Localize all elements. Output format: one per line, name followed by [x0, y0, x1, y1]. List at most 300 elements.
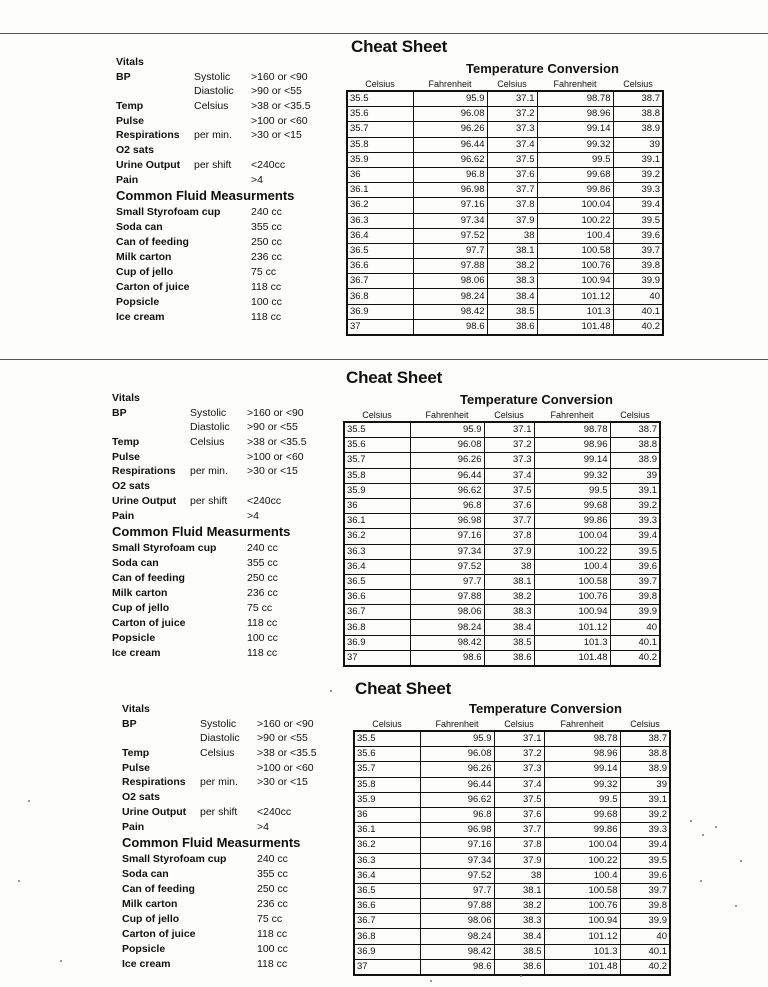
fluid-row: [116, 250, 336, 265]
table-cell: 39.2: [620, 807, 670, 822]
table-cell: 39.5: [613, 213, 663, 228]
table-cell: 96.62: [420, 792, 494, 807]
vital-unit: Diastolic: [190, 421, 230, 434]
table-cell: 100.76: [537, 259, 613, 274]
table-row: [347, 228, 663, 243]
table-cell: 35.6: [354, 747, 420, 762]
scan-speck: [700, 880, 702, 882]
vital-threshold: >160 or <90: [257, 717, 314, 730]
table-cell: 96.26: [420, 762, 494, 777]
table-cell: 98.06: [410, 605, 484, 620]
table-cell: 35.6: [344, 438, 410, 453]
table-cell: 36.2: [344, 529, 410, 544]
vital-unit: per shift: [194, 158, 232, 171]
scan-speck: [330, 690, 332, 692]
vital-unit: per min.: [200, 776, 238, 789]
table-cell: 99.32: [537, 137, 613, 152]
vitals-row: [122, 746, 342, 761]
table-cell: 100.22: [544, 853, 620, 868]
table-cell: 38.3: [484, 605, 534, 620]
vitals-and-fluids-section: [116, 55, 336, 325]
fluid-row: [116, 295, 336, 310]
fluid-volume: 118 cc: [257, 958, 288, 971]
table-cell: 100.58: [537, 243, 613, 258]
vital-unit: Diastolic: [200, 732, 240, 745]
table-cell: 38.4: [487, 289, 537, 304]
vitals-heading: Vitals: [116, 56, 144, 68]
fluid-item: Ice cream: [122, 958, 171, 971]
fluid-volume: 355 cc: [257, 868, 288, 881]
vitals-row: [122, 761, 342, 776]
table-cell: 98.06: [420, 914, 494, 929]
table-cell: 97.16: [410, 529, 484, 544]
table-cell: 100.58: [534, 574, 610, 589]
table-cell: 36.1: [347, 183, 413, 198]
table-cell: 38.5: [487, 304, 537, 319]
table-cell: 39: [610, 468, 660, 483]
table-cell: 35.7: [354, 762, 420, 777]
table-row: [347, 91, 663, 107]
table-cell: 39.4: [620, 838, 670, 853]
fluid-row: [112, 601, 332, 616]
conversion-heading: Temperature Conversion: [460, 392, 613, 407]
column-header: Fahrenheit: [553, 79, 597, 89]
table-cell: 36.5: [347, 243, 413, 258]
table-cell: 39.2: [613, 167, 663, 182]
scan-speck: [430, 980, 432, 982]
table-row: [347, 304, 663, 319]
vital-unit: Celsius: [200, 747, 235, 760]
table-cell: 36.2: [347, 198, 413, 213]
vitals-row: [112, 406, 332, 421]
table-cell: 36.1: [354, 823, 420, 838]
table-cell: 97.16: [420, 838, 494, 853]
table-cell: 99.32: [534, 468, 610, 483]
table-cell: 97.52: [413, 228, 487, 243]
table-cell: 98.6: [413, 319, 487, 335]
table-cell: 35.8: [344, 468, 410, 483]
table-cell: 37.5: [484, 483, 534, 498]
table-cell: 37: [347, 319, 413, 335]
vital-label: Temp: [112, 436, 140, 449]
table-cell: 39.1: [620, 792, 670, 807]
table-cell: 37.8: [494, 838, 544, 853]
table-cell: 35.5: [344, 422, 410, 438]
vitals-row: [122, 805, 342, 820]
fluid-item: Popsicle: [116, 296, 160, 309]
table-cell: 36.9: [344, 635, 410, 650]
table-cell: 99.5: [534, 483, 610, 498]
table-cell: 35.5: [347, 91, 413, 107]
table-cell: 98.78: [537, 91, 613, 107]
conversion-heading: Temperature Conversion: [466, 61, 619, 76]
vital-threshold: <240cc: [257, 805, 292, 818]
fluid-row: [122, 942, 342, 957]
table-cell: 39.9: [613, 274, 663, 289]
table-cell: 99.68: [534, 498, 610, 513]
fluid-row: [116, 235, 336, 250]
fluid-item: Small Styrofoam cup: [122, 853, 227, 866]
fluid-volume: 355 cc: [251, 221, 282, 234]
table-cell: 36.6: [347, 259, 413, 274]
table-cell: 37: [344, 650, 410, 666]
table-cell: 36.7: [354, 914, 420, 929]
column-header: Fahrenheit: [550, 410, 594, 420]
table-row: [344, 529, 660, 544]
table-cell: 38.6: [494, 959, 544, 975]
vitals-row: [122, 731, 342, 746]
table-cell: 39.9: [620, 914, 670, 929]
table-cell: 35.9: [354, 792, 420, 807]
table-cell: 37.8: [487, 198, 537, 213]
column-header: Fahrenheit: [425, 410, 469, 420]
vital-label: Temp: [122, 747, 150, 760]
vital-label: O2 sats: [122, 791, 160, 804]
column-header: Celsius: [623, 79, 653, 89]
table-cell: 99.5: [537, 152, 613, 167]
table-cell: 98.96: [544, 747, 620, 762]
table-cell: 39: [620, 777, 670, 792]
fluid-item: Carton of juice: [116, 281, 190, 294]
table-cell: 39: [613, 137, 663, 152]
column-header: Celsius: [372, 719, 402, 729]
table-cell: 99.14: [544, 762, 620, 777]
table-cell: 101.12: [537, 289, 613, 304]
table-cell: 95.9: [420, 731, 494, 747]
vital-label: Pain: [122, 820, 145, 833]
table-cell: 98.24: [420, 929, 494, 944]
table-row: [354, 807, 670, 822]
table-cell: 101.48: [537, 319, 613, 335]
table-cell: 39.9: [610, 605, 660, 620]
fluid-row: [122, 897, 342, 912]
table-row: [347, 183, 663, 198]
vital-threshold: >160 or <90: [251, 70, 308, 83]
table-cell: 37.4: [494, 777, 544, 792]
fluid-volume: 355 cc: [247, 557, 278, 570]
table-cell: 37.2: [487, 107, 537, 122]
vital-threshold: <240cc: [247, 494, 282, 507]
fluids-heading: Common Fluid Measurments: [116, 188, 295, 204]
table-cell: 97.7: [413, 243, 487, 258]
table-cell: 40.2: [620, 959, 670, 975]
table-cell: 37.1: [487, 91, 537, 107]
table-cell: 40: [613, 289, 663, 304]
table-cell: 97.52: [410, 559, 484, 574]
vital-threshold: <240cc: [251, 158, 286, 171]
table-row: [354, 914, 670, 929]
vital-threshold: >30 or <15: [247, 465, 298, 478]
table-row: [344, 635, 660, 650]
table-cell: 98.06: [413, 274, 487, 289]
table-cell: 39.6: [613, 228, 663, 243]
table-cell: 38.9: [613, 122, 663, 137]
table-cell: 37.9: [484, 544, 534, 559]
table-cell: 96.44: [410, 468, 484, 483]
table-cell: 39.7: [620, 883, 670, 898]
vital-label: Temp: [116, 100, 144, 113]
column-header: Celsius: [365, 79, 395, 89]
table-cell: 35.8: [347, 137, 413, 152]
fluid-row: [112, 541, 332, 556]
fluid-item: Can of feeding: [116, 236, 189, 249]
table-cell: 36.5: [344, 574, 410, 589]
table-cell: 98.24: [413, 289, 487, 304]
vital-unit: per shift: [190, 494, 228, 507]
table-cell: 37.3: [487, 122, 537, 137]
column-header: Celsius: [497, 79, 527, 89]
table-cell: 101.3: [534, 635, 610, 650]
fluids-heading: Common Fluid Measurments: [112, 524, 291, 540]
fluid-item: Popsicle: [122, 943, 166, 956]
table-cell: 96.26: [413, 122, 487, 137]
fluid-item: Can of feeding: [112, 572, 185, 585]
vitals-row: [116, 99, 336, 114]
table-row: [344, 468, 660, 483]
table-cell: 38.2: [487, 259, 537, 274]
table-cell: 99.86: [544, 823, 620, 838]
table-cell: 38.4: [484, 620, 534, 635]
table-cell: 99.68: [537, 167, 613, 182]
vital-threshold: >38 or <35.5: [251, 100, 311, 113]
table-cell: 40: [610, 620, 660, 635]
fluid-item: Carton of juice: [122, 928, 196, 941]
table-cell: 36.5: [354, 883, 420, 898]
fluid-volume: 100 cc: [251, 296, 282, 309]
table-cell: 100.94: [537, 274, 613, 289]
table-cell: 99.86: [537, 183, 613, 198]
table-row: [347, 122, 663, 137]
fluid-item: Milk carton: [112, 587, 168, 600]
table-cell: 36.3: [347, 213, 413, 228]
vital-label: Respirations: [112, 465, 176, 478]
table-cell: 98.78: [544, 731, 620, 747]
fluid-item: Can of feeding: [122, 883, 195, 896]
vitals-row: [116, 114, 336, 129]
fluid-row: [122, 867, 342, 882]
vitals-and-fluids-section: [112, 391, 332, 661]
vital-unit: Celsius: [190, 436, 225, 449]
fluid-volume: 75 cc: [247, 602, 273, 615]
table-row: [344, 438, 660, 453]
fluid-volume: 240 cc: [247, 542, 278, 555]
table-cell: 97.34: [413, 213, 487, 228]
column-header: Celsius: [620, 410, 650, 420]
table-row: [344, 544, 660, 559]
vital-label: BP: [116, 70, 131, 83]
table-cell: 38.3: [487, 274, 537, 289]
table-row: [347, 289, 663, 304]
table-cell: 99.68: [544, 807, 620, 822]
column-header: Celsius: [362, 410, 392, 420]
table-cell: 39.7: [613, 243, 663, 258]
table-cell: 39.3: [620, 823, 670, 838]
table-cell: 96.8: [413, 167, 487, 182]
table-cell: 96.08: [420, 747, 494, 762]
table-row: [347, 167, 663, 182]
table-cell: 39.5: [610, 544, 660, 559]
table-cell: 38.1: [494, 883, 544, 898]
table-cell: 98.42: [410, 635, 484, 650]
table-row: [354, 929, 670, 944]
table-cell: 38.8: [610, 438, 660, 453]
vitals-row: [122, 775, 342, 790]
cut-line-top: [0, 33, 768, 34]
table-row: [354, 883, 670, 898]
table-row: [344, 650, 660, 666]
table-row: [354, 944, 670, 959]
table-cell: 97.88: [410, 590, 484, 605]
fluid-row: [116, 205, 336, 220]
table-cell: 39.6: [620, 868, 670, 883]
fluid-row: [122, 957, 342, 972]
vital-threshold: >90 or <55: [247, 421, 298, 434]
vitals-row: [112, 420, 332, 435]
table-cell: 38: [487, 228, 537, 243]
table-row: [344, 590, 660, 605]
table-row: [347, 152, 663, 167]
table-row: [354, 762, 670, 777]
table-cell: 96.8: [410, 498, 484, 513]
table-cell: 35.5: [354, 731, 420, 747]
table-cell: 37.7: [487, 183, 537, 198]
table-cell: 38.9: [610, 453, 660, 468]
table-row: [344, 453, 660, 468]
table-cell: 101.12: [534, 620, 610, 635]
table-cell: 37.3: [494, 762, 544, 777]
table-cell: 40.2: [610, 650, 660, 666]
vitals-row: [116, 173, 336, 188]
table-cell: 96.08: [413, 107, 487, 122]
table-row: [344, 422, 660, 438]
table-cell: 98.6: [420, 959, 494, 975]
table-cell: 38.2: [494, 899, 544, 914]
table-cell: 40.1: [620, 944, 670, 959]
table-cell: 95.9: [413, 91, 487, 107]
fluid-volume: 250 cc: [251, 236, 282, 249]
vital-label: Pulse: [116, 114, 145, 127]
table-cell: 39.6: [610, 559, 660, 574]
table-cell: 101.48: [544, 959, 620, 975]
table-cell: 35.8: [354, 777, 420, 792]
vital-threshold: >4: [251, 173, 263, 186]
table-cell: 99.14: [534, 453, 610, 468]
table-cell: 36.7: [347, 274, 413, 289]
table-cell: 97.34: [420, 853, 494, 868]
table-cell: 39.4: [613, 198, 663, 213]
vital-label: Pulse: [122, 761, 151, 774]
fluid-volume: 236 cc: [257, 898, 288, 911]
table-cell: 36.7: [344, 605, 410, 620]
table-cell: 97.52: [420, 868, 494, 883]
table-cell: 99.5: [544, 792, 620, 807]
table-row: [347, 274, 663, 289]
fluid-item: Small Styrofoam cup: [116, 206, 221, 219]
table-cell: 100.94: [534, 605, 610, 620]
table-row: [347, 259, 663, 274]
table-cell: 37.6: [487, 167, 537, 182]
fluids-heading: Common Fluid Measurments: [122, 835, 301, 851]
vitals-row: [116, 84, 336, 99]
table-cell: 37.4: [484, 468, 534, 483]
fluid-item: Popsicle: [112, 632, 156, 645]
table-cell: 96.08: [410, 438, 484, 453]
table-cell: 37.2: [494, 747, 544, 762]
fluid-volume: 240 cc: [257, 853, 288, 866]
scan-speck: [60, 960, 62, 962]
table-cell: 39.5: [620, 853, 670, 868]
fluid-item: Carton of juice: [112, 617, 186, 630]
table-cell: 96.98: [420, 823, 494, 838]
vitals-row: [112, 509, 332, 524]
table-row: [347, 213, 663, 228]
table-row: [347, 198, 663, 213]
table-row: [347, 107, 663, 122]
fluid-row: [112, 631, 332, 646]
table-cell: 35.6: [347, 107, 413, 122]
table-cell: 37.6: [494, 807, 544, 822]
vitals-row: [116, 158, 336, 173]
table-row: [344, 620, 660, 635]
table-cell: 96.62: [413, 152, 487, 167]
vitals-row: [112, 479, 332, 494]
table-cell: 96.98: [410, 514, 484, 529]
fluid-row: [112, 556, 332, 571]
vital-label: Pain: [112, 509, 135, 522]
fluid-volume: 118 cc: [251, 311, 282, 324]
vital-threshold: >30 or <15: [257, 776, 308, 789]
column-header: Celsius: [494, 410, 524, 420]
table-cell: 100.04: [544, 838, 620, 853]
table-cell: 37: [354, 959, 420, 975]
table-cell: 35.7: [347, 122, 413, 137]
table-cell: 98.24: [410, 620, 484, 635]
table-cell: 37.7: [494, 823, 544, 838]
table-cell: 97.34: [410, 544, 484, 559]
fluid-row: [122, 927, 342, 942]
table-cell: 38.7: [620, 731, 670, 747]
table-cell: 37.2: [484, 438, 534, 453]
table-cell: 97.88: [420, 899, 494, 914]
fluid-row: [122, 882, 342, 897]
table-cell: 100.22: [537, 213, 613, 228]
vital-threshold: >100 or <60: [251, 114, 308, 127]
vital-label: Pulse: [112, 450, 141, 463]
table-cell: 37.6: [484, 498, 534, 513]
table-cell: 96.26: [410, 453, 484, 468]
table-cell: 98.6: [410, 650, 484, 666]
vital-label: BP: [112, 406, 127, 419]
vital-unit: Diastolic: [194, 85, 234, 98]
vital-threshold: >4: [257, 820, 269, 833]
table-row: [344, 498, 660, 513]
vital-label: Pain: [116, 173, 139, 186]
table-cell: 37.9: [494, 853, 544, 868]
table-cell: 38.7: [613, 91, 663, 107]
table-cell: 100.76: [544, 899, 620, 914]
vital-threshold: >100 or <60: [247, 450, 304, 463]
vital-threshold: >4: [247, 509, 259, 522]
table-cell: 36.3: [344, 544, 410, 559]
table-cell: 96.8: [420, 807, 494, 822]
fluid-item: Cup of jello: [122, 913, 180, 926]
table-row: [344, 514, 660, 529]
table-cell: 98.96: [534, 438, 610, 453]
table-cell: 36.6: [354, 899, 420, 914]
fluid-row: [116, 220, 336, 235]
table-cell: 39.3: [610, 514, 660, 529]
fluid-volume: 118 cc: [257, 928, 288, 941]
